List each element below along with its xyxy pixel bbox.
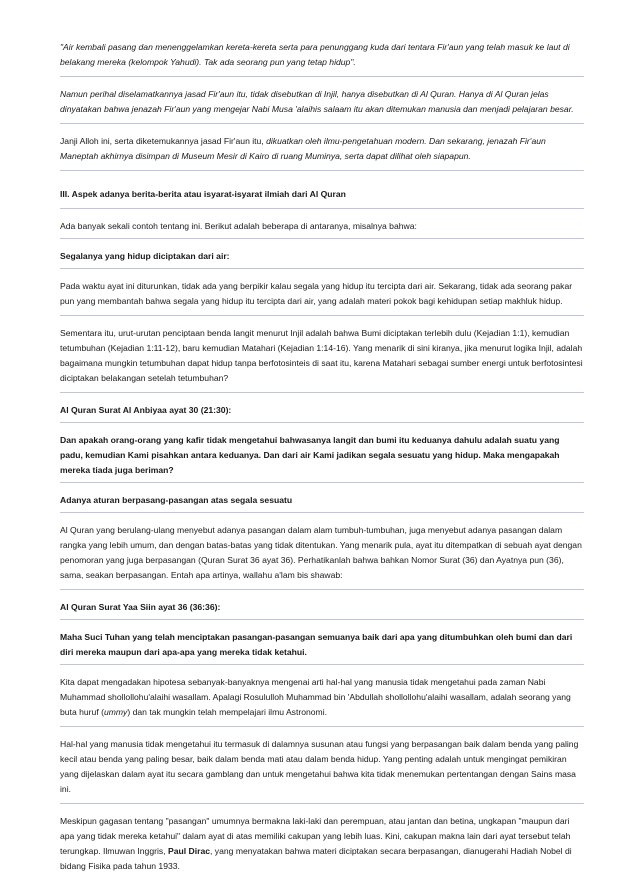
paragraph-hipotesa bbox=[60, 675, 584, 720]
paragraph-injil: Sementara itu, urut-urutan penciptaan benda langit menurut Injil adalah bahwa Bumi diciptakan terlebih dulu (Kejadian 1:1), kemudian tetumbuhan (Kejadian 1:11-12), baru kemudian Matahari (Kejadian 1:14-16). Yang menarik di sini kiranya, jika menurut logika Injil, adalah bagaimana mungkin tetumbuhan dapat hidup tanpa berfotosinteis di saat itu, karena Matahari sebagai sumber energi untuk berfotosintesi diciptakan belakangan setelah tetumbuhan? bbox=[60, 328, 583, 383]
document-page bbox=[60, 40, 584, 874]
paragraph-air: Pada waktu ayat ini diturunkan, tidak ada yang berpikir kalau segala yang hidup itu tercipta dari air. Sekarang, tidak ada seorang pakar pun yang membantah bahwa segala yang hidup itu tercipta dari air, yang adalah materi pokok bagi kehidupan setiap makhluk hidup. bbox=[60, 281, 573, 306]
divider bbox=[60, 422, 584, 423]
subheading-air: Segalanya yang hidup diciptakan dari air: bbox=[60, 251, 230, 261]
divider bbox=[60, 170, 584, 171]
paragraph-susunan: Hal-hal yang manusia tidak mengetahui itu termasuk di dalamnya susunan atau fungsi yang berpasangan baik dalam benda yang paling kecil atau benda yang paling besar, baik dalam benda mati atau dalam benda hidup. Yang penting adalah untuk mengingat pemikiran yang dijelaskan dalam ayat itu secara gamblang dan untuk mengetahui bahwa kita tidak menemukan pertentangan dengan Sains masa ini. bbox=[60, 739, 579, 794]
divider bbox=[60, 315, 584, 316]
subheading-anbiyaa: Al Quran Surat Al Anbiyaa ayat 30 (21:30): bbox=[60, 405, 232, 415]
divider bbox=[60, 268, 584, 269]
divider bbox=[60, 238, 584, 239]
paragraph-bold-name: Paul Dirac bbox=[167, 846, 211, 856]
divider bbox=[60, 726, 584, 727]
paragraph-text: , yang menyatakan bahwa materi diciptakan secara berpasangan, dianugerahi Hadiah Nobel di bidang Fisika pada tahun 1933. bbox=[60, 846, 572, 871]
paragraph-pasangan: Al Quran yang berulang-ulang menyebut adanya pasangan dalam alam tumbuh-tumbuhan, juga menyebut adanya pasangan dalam rangka yang lebih umum, dan dengan batas-batas yang tidak ditentukan. Yang menarik pula, ayat itu ditempatkan di sebuah ayat dengan penomoran yang juga berpasangan (Quran Surat 36 ayat 36). Perhatikanlah bahwa bahkan Nomor Surat (36) dan Ayatnya pun (36), sama, seakan berpasangan. Entah apa artinya, wallahu a'lam bis shawab: bbox=[60, 525, 582, 580]
divider bbox=[60, 664, 584, 665]
paragraph-text: Janji Alloh ini, serta diketemukannya jasad Fir'aun itu, bbox=[60, 136, 267, 146]
divider bbox=[60, 123, 584, 124]
divider bbox=[60, 76, 584, 77]
paragraph-text: Kita dapat mengadakan hipotesa sebanyak-banyaknya mengenai arti hal-hal yang manusia tidak mengetahui pada zaman Nabi Muhammad shollollohu'alaihi wasallam. Apalagi Rosululloh Muhammad bin 'Abdullah shollollohu'alaihi wasallam, adalah seorang yang buta huruf ( bbox=[60, 677, 571, 717]
paragraph-italic-text: dikuatkan oleh ilmu-pengetahuan modern. Dan sekarang, jenazah Fir'aun Maneptah akhirnya disimpan di Museum Mesir di Kairo di ruang Muminya, serta dapat dilihat oleh siapapun. bbox=[60, 136, 546, 161]
verse-anbiyaa: Dan apakah orang-orang yang kafir tidak mengetahui bahwasanya langit dan bumi itu keduanya dahulu adalah suatu yang padu, kemudian Kami pisahkan antara keduanya. Dan dari air Kami jadikan segala sesuatu yang hidup. Maka mengapakah mereka tiada juga beriman? bbox=[60, 435, 560, 475]
subheading-pasangan: Adanya aturan berpasang-pasangan atas segala sesuatu bbox=[60, 495, 293, 505]
divider bbox=[60, 392, 584, 393]
section-heading: III. Aspek adanya berita-berita atau isyarat-isyarat ilmiah dari Al Quran bbox=[60, 189, 346, 199]
paragraph-janji-alloh bbox=[60, 134, 584, 164]
divider bbox=[60, 619, 584, 620]
divider bbox=[60, 803, 584, 804]
divider bbox=[60, 482, 584, 483]
divider bbox=[60, 208, 584, 209]
divider bbox=[60, 589, 584, 590]
paragraph-dirac bbox=[60, 814, 584, 874]
paragraph-italic-text: ummy bbox=[103, 707, 128, 717]
paragraph-text: ) dan tak mungkin telah mempelajari ilmu Astronomi. bbox=[127, 707, 328, 717]
quote-paragraph: "Air kembali pasang dan menenggelamkan kereta-kereta serta para penunggang kuda dari tentara Fir'aun yang telah masuk ke laut di belakang mereka (kelompok Yahudi). Tak ada seorang pun yang tetap hidup". bbox=[60, 42, 570, 67]
paragraph-text: Meskipun gagasan tentang "pasangan" umumnya bermakna laki-laki dan perempuan, atau jantan dan betina, ungkapan "maupun dari apa yang tidak mereka ketahui" dalam ayat di atas memiliki cakupan yang lebih luas. Kini, cakupan makna lain dari ayat tersebut telah terungkap. Ilmuwan Inggris, bbox=[60, 816, 571, 856]
subheading-yaasiin: Al Quran Surat Yaa Siin ayat 36 (36:36): bbox=[60, 602, 221, 612]
paragraph-intro: Ada banyak sekali contoh tentang ini. Berikut adalah beberapa di antaranya, misalnya bahwa: bbox=[60, 221, 417, 231]
divider bbox=[60, 512, 584, 513]
verse-yaasiin: Maha Suci Tuhan yang telah menciptakan pasangan-pasangan semuanya baik dari apa yang ditumbuhkan oleh bumi dan dari diri mereka maupun dari apa-apa yang mereka tidak ketahui. bbox=[60, 632, 573, 657]
paragraph-jasad-firaun: Namun perihal diselamatkannya jasad Fir'aun itu, tidak disebutkan di Injil, hanya disebutkan di Al Quran. Hanya di Al Quran jelas dinyatakan bahwa jenazah Fir'aun yang mengejar Nabi Musa 'alaihis salaam itu akan ditemukan manusia dan menjadi pelajaran besar. bbox=[60, 89, 574, 114]
